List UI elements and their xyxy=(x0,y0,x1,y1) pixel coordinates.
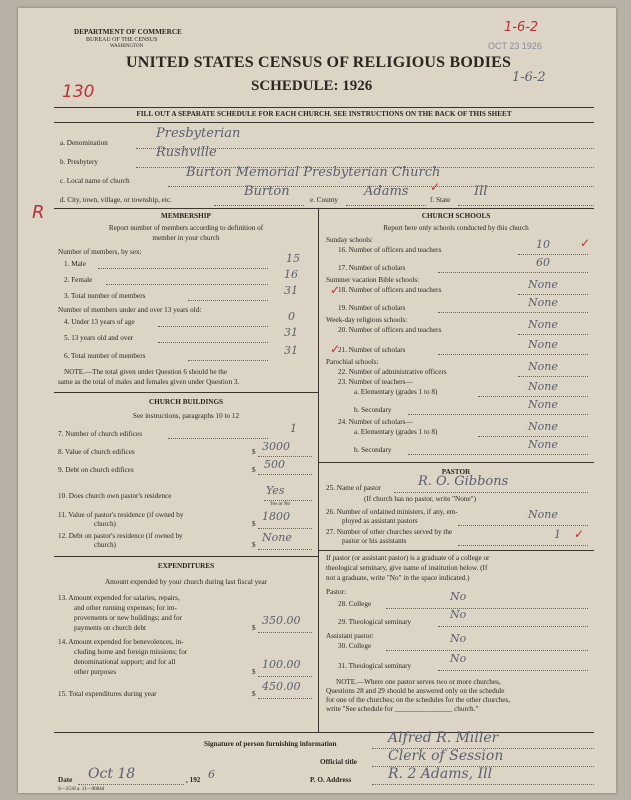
top-right-mark: 1-6-2 xyxy=(504,20,539,35)
q4-value[interactable]: 0 xyxy=(288,310,295,323)
q20-label: 20. Number of officers and teachers xyxy=(338,326,442,334)
expenditures-heading: EXPENDITURES xyxy=(157,562,215,570)
stamp-number: 130 xyxy=(62,82,95,102)
q9-value[interactable]: 500 xyxy=(264,458,285,471)
q13-label-1: 13. Amount expended for salaries, repairs, xyxy=(58,594,180,602)
yes-no-hint: Yes or No xyxy=(270,502,291,507)
q29-label: 29. Theological seminary xyxy=(338,618,412,626)
q13-label-4: payments on church debt xyxy=(74,624,147,632)
membership-heading: MEMBERSHIP xyxy=(161,212,211,220)
q27-label-2: pastor or his assistants xyxy=(342,537,407,545)
graduate-note-3: not a graduate, write "No" in the space indicated.) xyxy=(326,574,470,582)
pastor-note-2: Questions 28 and 29 should be answered only on the schedule xyxy=(326,687,505,695)
q25-note: (If church has no pastor, write "None") xyxy=(364,495,476,503)
pastor-subheading: Pastor: xyxy=(326,588,346,596)
q14-label-3: denominational support; and for all xyxy=(74,658,176,666)
form-title: UNITED STATES CENSUS OF RELIGIOUS BODIES xyxy=(126,54,512,71)
q23-label: 23. Number of teachers— xyxy=(338,378,413,386)
q5-label: 5. 13 years old and over xyxy=(64,334,134,342)
city-name: WASHINGTON xyxy=(110,44,144,49)
date-value[interactable]: Oct 18 xyxy=(88,766,136,782)
q19-label: 19. Number of scholars xyxy=(338,304,406,312)
q14-label-4: other purposes xyxy=(74,668,117,676)
check-mark-q27: ✓ xyxy=(574,527,585,541)
pastor-note-1: NOTE.—Where one pastor serves two or more churches, xyxy=(336,678,501,686)
q19-value[interactable]: None xyxy=(528,296,558,309)
weekday-label: Week-day religious schools: xyxy=(326,316,408,324)
church-name-value[interactable]: Burton Memorial Presbyterian Church xyxy=(186,165,441,180)
q18-value[interactable]: None xyxy=(528,278,558,291)
form-subtitle: SCHEDULE: 1926 xyxy=(251,78,373,94)
membership-note-1: NOTE.—The total given under Question 6 should be the xyxy=(64,368,228,376)
q7-label: 7. Number of church edifices xyxy=(58,430,143,438)
q14-label-1: 14. Amount expended for benevolences, in- xyxy=(58,638,184,646)
q10-label: 10. Does church own pastor's residence xyxy=(58,492,172,500)
q6-value[interactable]: 31 xyxy=(284,344,298,357)
q24a-label: a. Elementary (grades 1 to 8) xyxy=(354,428,438,436)
check-mark-q3: ✓ xyxy=(330,283,341,297)
census-schedule-sheet: DEPARTMENT OF COMMERCE BUREAU OF THE CENSUS WASHINGTON UNITED STATES CENSUS OF RELIGIOUS BODIES SCHEDULE: 1926 130 OCT 23 1926 1-6-2 1-6-2 R FILL OUT A SEPARATE SCHEDULE FOR EACH CHURCH. SEE INSTRUCTIONS ON THE BACK OF THIS SHEET a. Denomination Presbyterian b. Presbytery Rushville c. Local name of church Burton Memorial Presbyterian Church d. City, town, village, or township, etc. Burton e. County Adams f. State Ill MEMBERSHIP Report number of members according to definition of member in your church Number of members, by sex: 1. Male 15 2. Female 16 3. Total number of members 31 Number of members under and over 13 years old: 4. Under 13 years of age 0 5. 13 years old and over 31 6. Total number of members 31 NOTE.—The total given under Question 6 should be the same as the total of males and females given under Question 3. CHURCH BUILDINGS See instructions, paragraphs 10 to 12 7. Number of church edifices 1 8. Value of church edifices $ 3000 9. Debt on church edifices $ 500 10. Does church own pastor's residence Yes Yes or No 11. Value of pastor's residence (if owned by church) $ 1800 12. Debt on pastor's residence (if owned by church) $ None EXPENDITURES Amount expended by your church during last fiscal year 13. Amount expended for salaries, repairs, and other running expenses; for im- provements or new buildings; and for payments on church debt $ 350.00 14. Amount expended for benevolences, in- cluding home and foreign missions; for denominational support; and for all other purposes $ 100.00 15. Total expenditures during year $ 450.00 CHURCH SCHOOLS Report here only schools conducted by this church Sunday schools: 16. Number of officers and teachers 10 17. Number of scholars 60 Summer vacation Bible schools: 18. Number of officers and teachers None 19. Number of scholars None Week-day religious schools: 20. Number of officers and teachers None 21. Number of scholars None Parochial schools: 22. Number of administrative officers None 23. Number of teachers— a. Elementary (grades 1 to 8) None b. Secondary None 24. Number of scholars— a. Elementary (grades 1 to 8) None b. Secondary None PASTOR 25. Name of pastor R. O. Gibbons (If church has no pastor, write "None") 26. Number of ordained ministers, if any, em- ployed as assistant pastors None 27. Number of other churches served by the pastor or his assistants 1 If pastor (or assistant pastor) is a graduate of a college or theological seminary, give name of institution below. (If not a graduate, write "No" in the space indicated.) Pastor: 28. College No 29. Theological seminary No Assistant pastor: 30. College No 31. Theological seminary No NOTE.—Where one pastor serves two or more churches, Questions 28 and 29 should be answered only on the schedule for one of the churches; on the schedules for the other churches, write "See schedule for ________________ church." Signature of person furnishing information Alfred R. Miller Official title Clerk of Session Date Oct 18 , 192 6 P. O. Address R. 2 Adams, Ill S—2518 a. 11—9084d ✓ ✓ ✓ ✓ ✓ xyxy=(18,8,616,793)
q17-label: 17. Number of scholars xyxy=(338,264,406,272)
q15-value[interactable]: 450.00 xyxy=(262,680,301,693)
pastor-note-3: for one of the churches; on the schedules for the other churches, xyxy=(326,696,511,704)
q14-label-2: cluding home and foreign missions; for xyxy=(74,648,188,656)
q12-label-2: church) xyxy=(94,541,116,549)
q5-value[interactable]: 31 xyxy=(284,326,298,339)
year-digit[interactable]: 6 xyxy=(208,768,215,781)
expenditures-sub: Amount expended by your church during last fiscal year xyxy=(104,578,268,586)
schools-sub: Report here only schools conducted by this church xyxy=(383,224,529,232)
summer-label: Summer vacation Bible schools: xyxy=(326,276,420,284)
q21-label: 21. Number of scholars xyxy=(338,346,406,354)
q12-label-1: 12. Debt on pastor's residence (if owned by xyxy=(58,532,183,540)
q11-value[interactable]: 1800 xyxy=(262,510,290,523)
q25-label: 25. Name of pastor xyxy=(326,484,382,492)
city-label: d. City, town, village, or township, etc. xyxy=(60,196,172,204)
q11-label-1: 11. Value of pastor's residence (if owned by xyxy=(58,511,184,519)
q16-value[interactable]: 10 xyxy=(536,238,550,251)
q3-label: 3. Total number of members xyxy=(64,292,146,300)
city-value[interactable]: Burton xyxy=(244,184,290,199)
received-date-stamp: OCT 23 1926 xyxy=(488,41,542,51)
q6-label: 6. Total number of members xyxy=(64,352,146,360)
q1-label: 1. Male xyxy=(64,260,86,268)
q9-label: 9. Debt on church edifices xyxy=(58,466,134,474)
q13-label-3: provements or new buildings; and for xyxy=(74,614,182,622)
q17-value[interactable]: 60 xyxy=(536,256,550,269)
denomination-value[interactable]: Presbyterian xyxy=(156,126,241,141)
q25-value[interactable]: R. O. Gibbons xyxy=(418,474,509,489)
membership-intro-2: member in your church xyxy=(152,234,220,242)
check-mark-q16: ✓ xyxy=(580,236,591,250)
q31-value[interactable]: No xyxy=(450,652,467,665)
year-prefix: , 192 xyxy=(186,776,201,784)
state-label: f. State xyxy=(430,196,451,204)
pastor-heading: PASTOR xyxy=(441,468,471,476)
q16-label: 16. Number of officers and teachers xyxy=(338,246,442,254)
q21-value[interactable]: None xyxy=(528,338,558,351)
denomination-label: a. Denomination xyxy=(60,139,108,147)
graduate-note-1: If pastor (or assistant pastor) is a graduate of a college or xyxy=(326,554,490,562)
q11-label-2: church) xyxy=(94,520,116,528)
q26-value[interactable]: None xyxy=(528,508,558,521)
q23b-label: b. Secondary xyxy=(354,406,392,414)
assistant-pastor-subheading: Assistant pastor: xyxy=(326,632,374,640)
q23a-value[interactable]: None xyxy=(528,380,558,393)
q31-label: 31. Theological seminary xyxy=(338,662,412,670)
bureau-name: BUREAU OF THE CENSUS xyxy=(86,37,158,43)
side-mark: R xyxy=(32,202,45,223)
q26-label-1: 26. Number of ordained ministers, if any, em- xyxy=(326,508,458,516)
date-label: Date xyxy=(58,776,73,784)
buildings-heading: CHURCH BUILDINGS xyxy=(148,398,224,406)
q10-value[interactable]: Yes xyxy=(266,484,285,497)
q2-label: 2. Female xyxy=(64,276,93,284)
q28-value[interactable]: No xyxy=(450,590,467,603)
pastor-note-4: write "See schedule for ________________ church." xyxy=(326,705,479,713)
q1-value[interactable]: 15 xyxy=(286,252,300,265)
q30-label: 30. College xyxy=(338,642,372,650)
membership-intro-1: Report number of members according to definition of xyxy=(108,224,264,232)
q24b-value[interactable]: None xyxy=(528,438,558,451)
graduate-note-2: theological seminary, give name of institution below. (If xyxy=(326,564,488,572)
presbytery-value[interactable]: Rushville xyxy=(156,145,217,160)
q27-label-1: 27. Number of other churches served by the xyxy=(326,528,453,536)
q7-value[interactable]: 1 xyxy=(290,422,297,435)
q22-value[interactable]: None xyxy=(528,360,558,373)
q26-label-2: ployed as assistant pastors xyxy=(342,517,418,525)
county-label: e. County xyxy=(310,196,338,204)
age-label: Number of members under and over 13 years old: xyxy=(58,306,202,314)
state-value[interactable]: Ill xyxy=(474,184,488,199)
q20-value[interactable]: None xyxy=(528,318,558,331)
q24a-value[interactable]: None xyxy=(528,420,558,433)
parochial-label: Parochial schools: xyxy=(326,358,379,366)
official-title-label: Official title xyxy=(320,758,357,766)
form-number: S—2518 a. 11—9084d xyxy=(58,787,105,792)
church-name-label: c. Local name of church xyxy=(60,177,130,185)
q15-label: 15. Total expenditures during year xyxy=(58,690,157,698)
signature-label: Signature of person furnishing information xyxy=(204,740,337,748)
department-name: DEPARTMENT OF COMMERCE xyxy=(74,28,182,36)
q8-value[interactable]: 3000 xyxy=(262,440,290,453)
po-address-value[interactable]: R. 2 Adams, Ill xyxy=(388,766,493,782)
q18-label: 18. Number of officers and teachers xyxy=(338,286,442,294)
q22-label: 22. Number of administrative officers xyxy=(338,368,447,376)
q23a-label: a. Elementary (grades 1 to 8) xyxy=(354,388,438,396)
sunday-label: Sunday schools: xyxy=(326,236,373,244)
q30-value[interactable]: No xyxy=(450,632,467,645)
q8-label: 8. Value of church edifices xyxy=(58,448,135,456)
sex-label: Number of members, by sex: xyxy=(58,248,142,256)
presbytery-label: b. Presbytery xyxy=(60,158,98,166)
check-mark-q6: ✓ xyxy=(330,342,341,356)
official-title-value[interactable]: Clerk of Session xyxy=(388,748,504,764)
q23b-value[interactable]: None xyxy=(528,398,558,411)
signature-value[interactable]: Alfred R. Miller xyxy=(388,730,499,746)
q28-label: 28. College xyxy=(338,600,372,608)
q12-value[interactable]: None xyxy=(262,531,292,544)
buildings-sub: See instructions, paragraphs 10 to 12 xyxy=(132,412,240,420)
county-value[interactable]: Adams xyxy=(364,184,409,199)
q13-label-2: and other running expenses; for im- xyxy=(74,604,177,612)
instruction-line: FILL OUT A SEPARATE SCHEDULE FOR EACH CHURCH. SEE INSTRUCTIONS ON THE BACK OF THIS SHEET xyxy=(136,110,512,118)
po-address-label: P. O. Address xyxy=(310,776,352,784)
q24-label: 24. Number of scholars— xyxy=(338,418,413,426)
top-right-mark-2: 1-6-2 xyxy=(512,70,546,85)
q13-value[interactable]: 350.00 xyxy=(262,614,301,627)
q24b-label: b. Secondary xyxy=(354,446,392,454)
q3-value[interactable]: 31 xyxy=(284,284,298,297)
q29-value[interactable]: No xyxy=(450,608,467,621)
check-mark-county: ✓ xyxy=(430,180,441,194)
q2-value[interactable]: 16 xyxy=(284,268,298,281)
schools-heading: CHURCH SCHOOLS xyxy=(421,212,491,220)
q4-label: 4. Under 13 years of age xyxy=(64,318,135,326)
q27-value[interactable]: 1 xyxy=(554,528,561,541)
membership-note-2: same as the total of males and females given under Question 3. xyxy=(58,378,240,386)
q14-value[interactable]: 100.00 xyxy=(262,658,301,671)
